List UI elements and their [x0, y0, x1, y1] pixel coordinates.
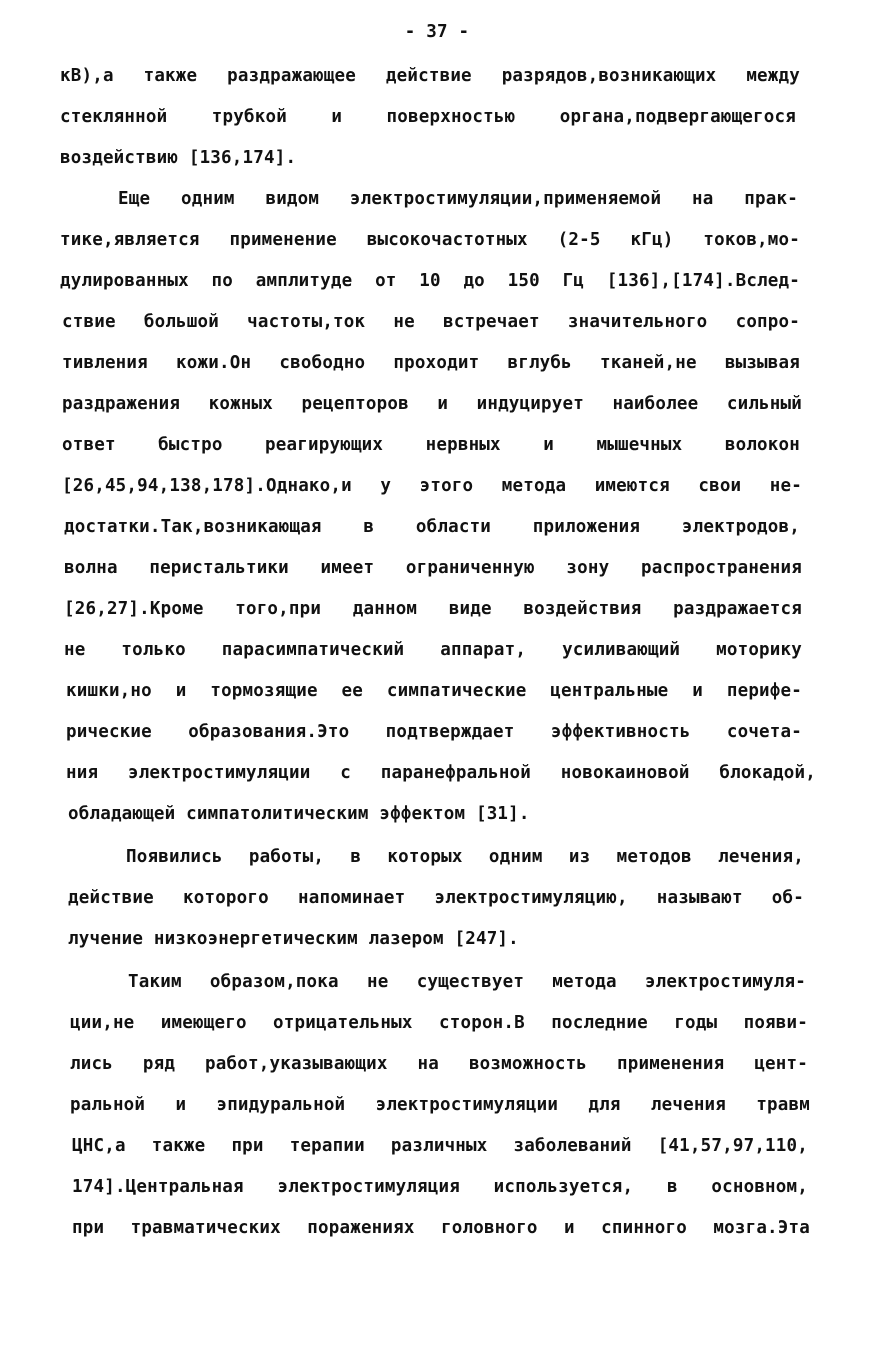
text-line: Таким образом,пока не существует метода электростимуля- [128, 972, 806, 992]
text-line: раздражения кожных рецепторов и индуцирует наиболее сильный [62, 394, 802, 414]
text-line: лучение низкоэнергетическим лазером [247]. [68, 929, 519, 949]
text-line: рические образования.Это подтверждает эффективность сочета- [66, 722, 802, 742]
text-line: ЦНС,а также при терапии различных заболеваний [41,57,97,110, [72, 1136, 808, 1156]
text-line: ральной и эпидуральной электростимуляции для лечения травм [70, 1095, 810, 1115]
text-line: кВ),а также раздражающее действие разрядов,возникающих между [60, 66, 800, 86]
page-number: - 37 - [404, 22, 470, 42]
text-line: ствие большой частоты,ток не встречает значительного сопро- [62, 312, 800, 332]
text-line: тивления кожи.Он свободно проходит вглубь тканей,не вызывая [62, 353, 800, 373]
text-line: ния электростимуляции с паранефральной новокаиновой блокадой, [66, 763, 816, 783]
text-line: действие которого напоминает электростимуляцию, называют об- [68, 888, 804, 908]
text-line: лись ряд работ,указывающих на возможность применения цент- [70, 1054, 808, 1074]
text-line: [26,27].Кроме того,при данном виде воздействия раздражается [64, 599, 802, 619]
text-line: волна перистальтики имеет ограниченную зону распространения [64, 558, 802, 578]
text-line: ответ быстро реагирующих нервных и мышечных волокон [62, 435, 800, 455]
text-line: 174].Центральная электростимуляция используется, в основном, [72, 1177, 808, 1197]
text-line: кишки,но и тормозящие ее симпатические центральные и перифе- [66, 681, 802, 701]
text-line: [26,45,94,138,178].Однако,и у этого метода имеются свои не- [62, 476, 802, 496]
text-line: ции,не имеющего отрицательных сторон.В последние годы появи- [70, 1013, 808, 1033]
text-line: дулированных по амплитуде от 10 до 150 Гц [136],[174].Вслед- [60, 271, 800, 291]
text-line: тике,является применение высокочастотных (2-5 кГц) токов,мо- [60, 230, 800, 250]
text-line: Еще одним видом электростимуляции,применяемой на прак- [118, 189, 798, 209]
text-line: достатки.Так,возникающая в области приложения электродов, [64, 517, 800, 537]
text-line: при травматических поражениях головного и спинного мозга.Эта [72, 1218, 810, 1238]
text-line: воздействию [136,174]. [60, 148, 297, 168]
text-line: не только парасимпатический аппарат, усиливающий моторику [64, 640, 802, 660]
text-line: стеклянной трубкой и поверхностью органа,подвергающегося [60, 107, 796, 127]
text-line: обладающей симпатолитическим эффектом [31]. [68, 804, 530, 824]
text-line: Появились работы, в которых одним из методов лечения, [126, 847, 804, 867]
